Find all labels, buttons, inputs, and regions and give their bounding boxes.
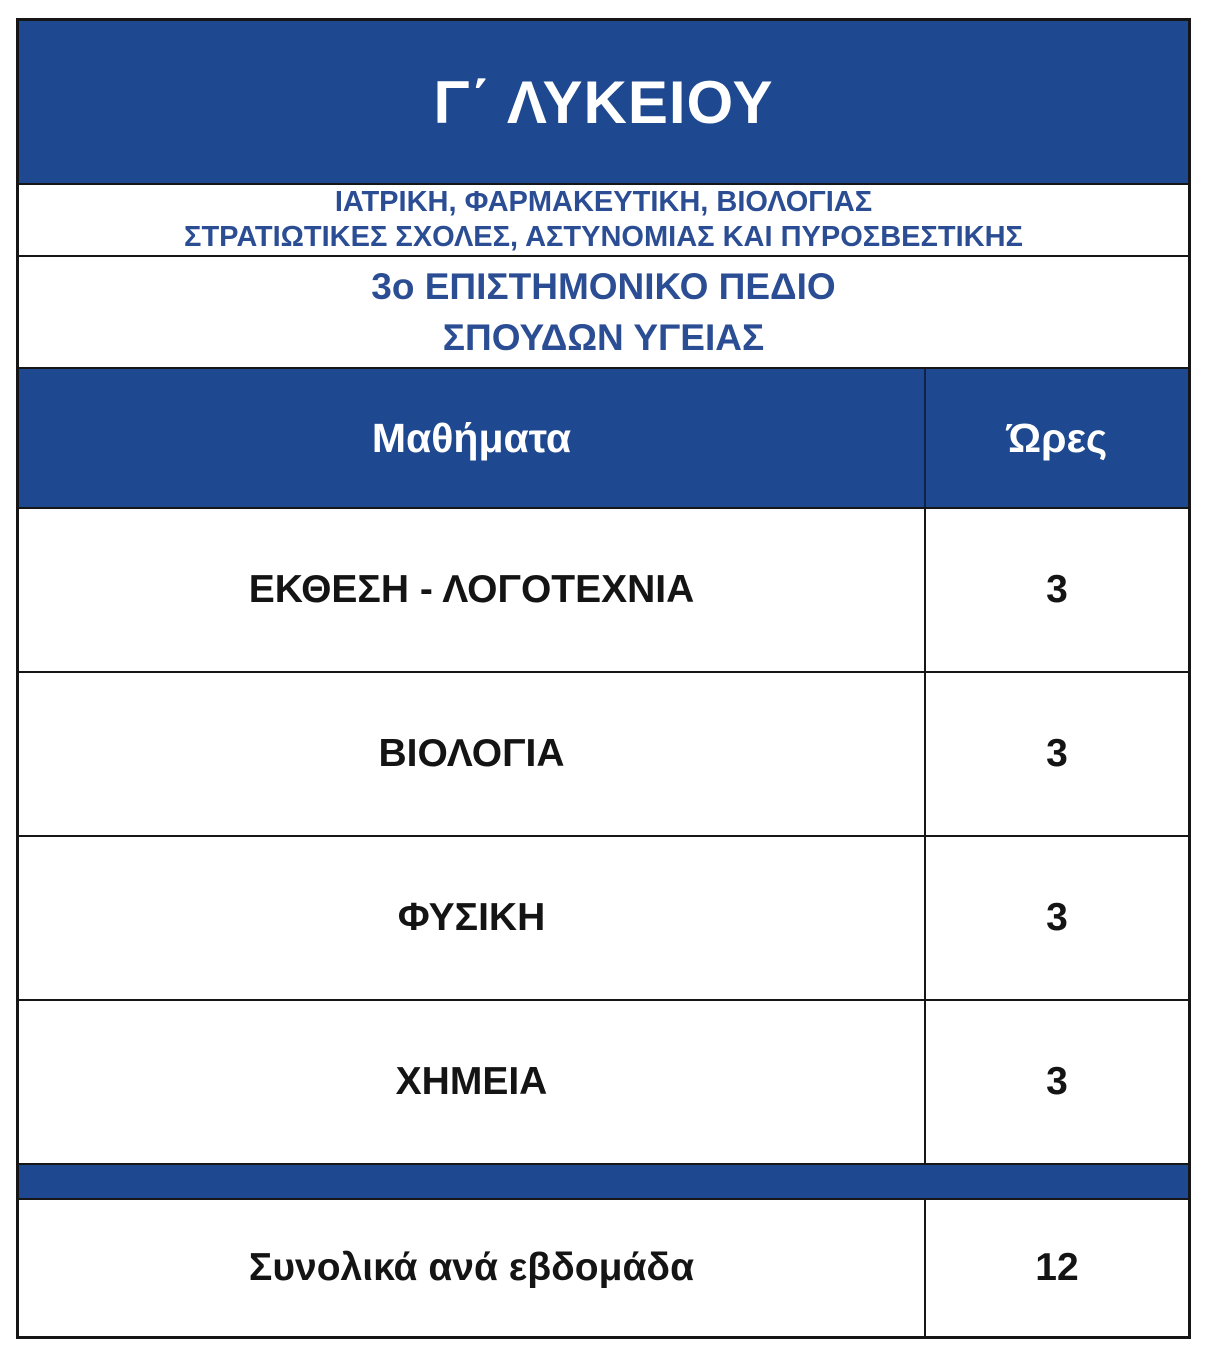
hours-cell bbox=[924, 673, 1188, 835]
hours-cell bbox=[924, 837, 1188, 999]
total-label: Συνολικά ανά εβδομάδα bbox=[248, 1246, 695, 1289]
total-hours-value: 12 bbox=[1035, 1246, 1079, 1289]
subject-label: ΒΙΟΛΟΓΙΑ bbox=[378, 732, 565, 775]
subject-cell bbox=[19, 837, 924, 999]
hours-value: 3 bbox=[1046, 732, 1068, 775]
subject-label: ΦΥΣΙΚΗ bbox=[397, 896, 546, 939]
total-label-cell bbox=[19, 1200, 924, 1336]
divider-band bbox=[19, 1163, 1188, 1198]
hours-value: 3 bbox=[1046, 1060, 1068, 1103]
subjects-header-cell bbox=[19, 369, 924, 507]
hours-header-label: Ώρες bbox=[1006, 414, 1108, 461]
total-hours-cell bbox=[924, 1200, 1188, 1336]
hours-value: 3 bbox=[1046, 896, 1068, 939]
subject-label: ΧΗΜΕΙΑ bbox=[395, 1060, 548, 1103]
subject-cell bbox=[19, 673, 924, 835]
subject-cell bbox=[19, 509, 924, 671]
field-line-2: ΣΠΟΥΔΩΝ ΥΓΕΙΑΣ bbox=[442, 317, 765, 358]
hours-cell bbox=[924, 509, 1188, 671]
field-band bbox=[19, 255, 1188, 367]
subjects-header-label: Μαθήματα bbox=[371, 414, 572, 461]
track-band bbox=[19, 183, 1188, 255]
table-row bbox=[19, 835, 1188, 999]
field-line-1: 3ο ΕΠΙΣΤΗΜΟΝΙΚΟ ΠΕΔΙΟ bbox=[371, 266, 836, 307]
hours-cell bbox=[924, 1001, 1188, 1163]
curriculum-table bbox=[16, 18, 1191, 1339]
track-line-2: ΣΤΡΑΤΙΩΤΙΚΕΣ ΣΧΟΛΕΣ, ΑΣΤΥΝΟΜΙΑΣ ΚΑΙ ΠΥΡΟΣΒΕΣΤΙΚΗΣ bbox=[184, 221, 1023, 253]
table-row bbox=[19, 507, 1188, 671]
subject-cell bbox=[19, 1001, 924, 1163]
grade-title: Γ΄ ΛΥΚΕΙΟΥ bbox=[433, 68, 774, 136]
subject-label: ΕΚΘΕΣΗ - ΛΟΓΟΤΕΧΝΙΑ bbox=[248, 568, 695, 611]
track-line-1: ΙΑΤΡΙΚΗ, ΦΑΡΜΑΚΕΥΤΙΚΗ, ΒΙΟΛΟΓΙΑΣ bbox=[334, 186, 873, 218]
hours-header-cell bbox=[924, 369, 1188, 507]
hours-value: 3 bbox=[1046, 568, 1068, 611]
table-row bbox=[19, 999, 1188, 1163]
table-header-row bbox=[19, 367, 1188, 507]
grade-title-band bbox=[19, 21, 1188, 183]
table-row bbox=[19, 671, 1188, 835]
total-row bbox=[19, 1198, 1188, 1336]
